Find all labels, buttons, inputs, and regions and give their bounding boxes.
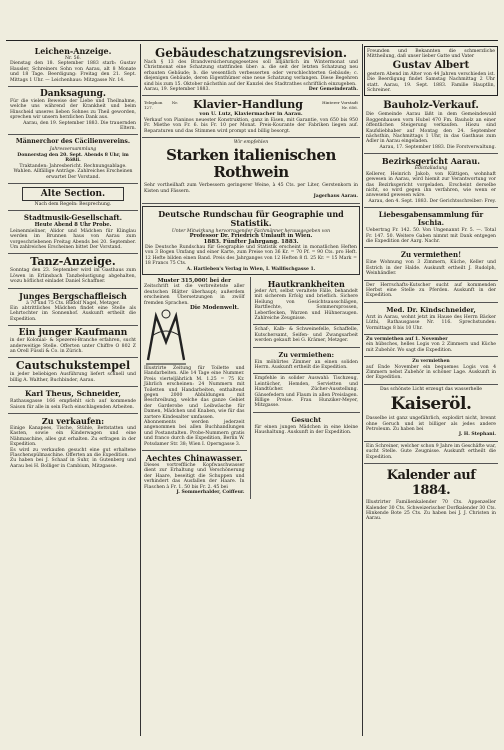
empfehlung <box>253 374 360 412</box>
stadt-more: Leinenmieliner, Alidor und Mädchen für Klinglau werden im Brunnen haus von Aarau zum vorgeschriebenen Freitag Abends bei 20. September. Um zahlreiches Erscheinen bittet Der Vorstand. <box>10 228 136 250</box>
karl-title: Karl Theus, Schneider, <box>24 389 122 399</box>
klav-title: Klavier-Handlung <box>193 98 303 112</box>
kaut-title: Cautschukstempel <box>15 359 131 373</box>
liebesgabensammlung <box>364 208 498 248</box>
deutsche-rundschau <box>142 206 360 275</box>
verm3-text: auf Ende November ein bequemes Logis von 4 Zimmern nebst Zubehör in schöner Lage. Auskunft in der Expedition. <box>366 364 496 381</box>
junge-more: Ein abtrittliches Mädchen findet eine Stelle als Lehrtochter im Sonnenhof. Auskunft ertheilt die Expedition. <box>10 305 136 322</box>
bau-title: Bauholz-Verkauf. <box>383 100 479 112</box>
bau-sign: Aarau, 17. September 1883. Die Forstverwaltung. <box>379 144 496 150</box>
ge-text: Nach § 13 des Brandversicherungsgesetzes soll alljährlich im Wintermonat und Christmonat eine Schatzung stattfinden über: a. die seit der letzten Schatzung neu erbauten Gebäude; b. die wesentlich verbesserten oder verschlechterten Gebäude; c. diejenigen Gebäude, deren Eigenthümer eine neue Schatzung verlangen. Diese Begehren sind bis zum 15. Oktober nächsthin auf der Kanzlei des Stadtrathes schriftlich einzugeben. <box>144 60 358 87</box>
bauholz-verkauf <box>364 98 498 154</box>
bez-sub: Edictalladung <box>414 166 448 172</box>
bergschaffleisch <box>8 289 138 327</box>
klav-nr-right: Hinterer Vorstadt Nr. 656. <box>322 100 358 111</box>
ge-sign2: Der Gemeinderath. <box>308 87 358 93</box>
middle-split <box>142 277 360 499</box>
kais-title: Kaiseröl. <box>390 394 472 415</box>
rot-title: Starken italienischen Rothwein <box>166 146 336 182</box>
med-dr <box>364 303 498 335</box>
china-text: Dieses vortreffliche Kopfwaschwasser dient zur Erhaltung und Verschönerung der Haare, beseitigt die Schuppen und verhindert das Ausfallen der Haare. In Flaschen à Fr. 1. 50 bis Fr. 2. 45 bei <box>144 463 245 490</box>
brand-more: gestern Abend im Alter von 44 Jahren verschieden ist. Die Beerdigung findet Samstag Nachmittag 2 Uhr statt. Aarau, 19. Sept. 1883. Familie Hauptlin, Schreiner. <box>367 71 495 94</box>
schaf-text: Schaf-, Kalb- & Schweinefelle, Schaffelle, Kutschersamt, Seifen- und Zwangsarbeit werden gekauft bei G. Krämer, Metzger. <box>254 327 358 344</box>
leichen-anzeige <box>8 44 138 87</box>
klav-owner: von U. Lutz, Klaviermacher in Aarau. <box>199 111 303 118</box>
junge-title: Junges Bergschaffleisch <box>19 290 127 301</box>
cautschukstempel <box>8 358 138 387</box>
maenner-title: Männerchor des Cäcilienvereins. <box>15 138 131 146</box>
bez-text: Kellerer, Heinrich Jakob, von Küttigen, wohnhaft gewesen in Aarau, wird hiemit zur Verantwortung vor das Bezirksgericht vorgeladen. Erscheint derselbe nicht, so wird gegen ihn verfahren, wie wenn er anwesend gewesen wäre. <box>366 171 496 199</box>
zu-vermiethen-middle <box>253 348 360 375</box>
ge-sign: Aarau, 19. September 1883. <box>144 87 210 93</box>
gesucht-middle <box>253 413 360 439</box>
verm2-text: ein hübsches, helles Logis von 2 Zimmern und Küche mit Zubehör. Wo sagt die Expedition. <box>366 342 496 353</box>
rund-editor: Professor Dr. Friedrich Umlauft in Wien. <box>189 233 313 240</box>
gebaeudeschatzung <box>142 44 360 96</box>
column-divider <box>140 44 141 736</box>
kalender <box>364 464 498 525</box>
maenner-sub: Jahresversammlung <box>49 147 97 153</box>
modewelt-column <box>142 277 247 499</box>
rothwein <box>142 138 360 204</box>
dank-title: Danksagung. <box>39 89 107 100</box>
muster-title: Muster 315,000! bei der <box>157 277 231 284</box>
zuverm-right-text: Eine Wohnung von 3 Zimmern, Küche, Keller und Estrich in der Halde. Auskunft ertheilt J. Rudolph, Weinhändler. <box>366 260 496 277</box>
modewelt-more: Abonnements werden jederzeit angenommen bei allen Buchhandlungen und Postanstalten. Probe-Nummern gratis und franco durch die Expedition, Berlin W. Potsdamer Str. 38; Wien I. Operngasse 3. <box>144 420 245 447</box>
rot-pre: Wir empfehlen <box>233 140 269 146</box>
gesucht-text: für einen jungen Mädchen in eine kleine Haushaltung. Auskunft in der Expedition. <box>254 424 358 436</box>
kauf-text: in der Kolonial- & Spezerei-Branche erfahren, sucht anderweitige Stelle. Offerten unter Chiffre O 802 Z an Orell Füssli & Co. in Zürich. <box>10 338 136 354</box>
modenwelt-logo-icon <box>144 306 188 366</box>
todesanzeige <box>364 46 498 96</box>
gesucht-right <box>364 442 498 464</box>
stadt-title: Stadtmusik-Gesellschaft. <box>23 213 123 223</box>
gesucht-title: Gesucht <box>291 415 322 424</box>
modewelt-title: Die Modenwelt. <box>190 304 239 311</box>
klav-nr-left: Telephon Nr. 127. <box>144 100 178 111</box>
maenner-text: Donnerstag den 20. Sept. Abends 8 Uhr, im Rößli. <box>17 152 129 164</box>
tanz-text: Sonntag den 23. September wird im Gasthaus zum Löwen in Erlinsbach Tanzbelustigung abgehalten, wozu höflichst einladet Daniel Schaffner. <box>10 268 136 285</box>
kais-sign: J. H. Stephani. <box>458 432 496 438</box>
hautk-title: Hautkrankheiten <box>267 278 345 289</box>
rot-sign: Jagerhaus Aarau. <box>313 194 358 200</box>
leichen-number: Nr. 56. <box>65 56 81 61</box>
lieb-title: Liebesgabensammlung für Ischia. <box>378 210 484 228</box>
modewelt-text: Illustrirte Zeitung für Toilette und Handarbeiten. Alle 14 Tage eine Nummer. Preis vierteljährlich M. 1.25 = 75 Kr. Jährlich erscheinen: 24 Nummern mit Toiletten und Handarbeiten, enthaltend gegen 2000 Abbildungen mit Beschreibung, welche das ganze Gebiet der Garderobe und Leibwäsche für Damen, Mädchen und Knaben, wie für das zartere Kindesalter umfassen. <box>144 365 245 420</box>
alte-text: Nach dem Regeln: Besprechung. <box>34 201 112 207</box>
column-right <box>364 44 498 736</box>
kal-text: Illustrirter Familienkalender 70 Cts. Appenzeller Kalender 30 Cts. Schweizerischer Dorfkalender 30 Cts. Hinkende Bote 25 Cts. Zu haben bei J. J. Christen in Aarau. <box>366 500 496 522</box>
stadtmusik <box>8 211 138 254</box>
vermiethen-ende <box>364 357 498 385</box>
kauf-title: Ein junger Kaufmann <box>18 328 128 339</box>
herrschafts-kutscher <box>364 281 498 303</box>
kais-text: Dasselbe ist ganz ungefährlich, explodirt nicht, brennt ohne Geruch und ist billiger als jedes andere Petroleum. Zu haben bei <box>366 416 496 433</box>
verm3-title: Zu vermiethen <box>412 359 450 365</box>
lieb-text: Uebertrag Fr. 142. 50. Von Ungenannt Fr. 5. —. Total Fr. 147. 50. Weitere Gaben nimmt mit Dank entgegen die Expedition der Aarg. Nachr. <box>366 228 496 244</box>
herr-text: Der Herrschafts-Kutscher sucht auf kommenden Herbst eine Stelle zu Pferden. Auskunft in der Expedition. <box>366 282 496 299</box>
kaut-text: in jeder beliebigen Ausführung liefert schnell und billig A. Walther, Buchbinder, Aarau. <box>10 372 136 383</box>
alte-title: Alte Section. <box>22 187 124 201</box>
column-left <box>8 44 138 736</box>
tanz-title: Tanz-Anzeige. <box>30 255 116 269</box>
schaaf-text: Zu haben bei J. Schaaf in Suhr, in Gutenberg und Aarau bei H. Bolliger in Cambium, Mitzgasse. <box>10 458 136 469</box>
gesucht-right-text: Ein Schreiner, welcher schon 9 Jahre im Geschäfte war, sucht Stelle. Gute Zeugnisse. Auskunft ertheilt die Expedition. <box>366 443 496 460</box>
dank-sign: Aarau, den 19. September 1883. Die trauernden Eltern. <box>23 120 136 132</box>
bau-text: Die Gemeinde Aarau läßt in dem Gemeindewald Roggenhausen vorn Hubel 470 Fm. Bauholz an einer öffentlichen Steigerung verkaufen. Hiezu sind Kaufsliebhaber auf Montag den 24. September nächsthin, Nachmittags 1 Uhr, in das Gasthaus zum Adler in Aarau eingeladen. <box>366 112 496 145</box>
zuverm-right-title: Zu vermiethen! <box>400 250 462 260</box>
stadt-text: Heute Abend 8 Uhr Probe. <box>34 222 112 229</box>
karl-text: Rathausgasse 166 empfiehlt sich auf kommende Saison für alle in sein Fach einschlagenden Arbeiten. <box>10 399 136 410</box>
kais-pre: Das schönste Licht erzeugt das wasserhelle <box>380 386 482 392</box>
klavier-handlung <box>142 96 360 138</box>
zuverm-title: Zu vermiethen: <box>278 350 335 359</box>
verk-text: Einige Kanapees, Tische, Stühle, Bettstatten und Kasten, sowie ein Kinderwagen und eine Nähmaschine, alles gut erhalten. Zu erfragen in der Expedition. <box>10 426 136 448</box>
ge-title: Gebäudeschatzungsrevision. <box>154 46 348 60</box>
muster-text: Zeitschrift ist die verbreitetste aller deutschen Blätter überhaupt; außerdem erscheinen Übersetzungen in zwölf fremden Sprachen. <box>144 284 245 306</box>
zu-vermiethen-right <box>364 248 498 280</box>
schaffelle <box>253 325 360 347</box>
verk-more: Es wird zu verkaufen gesucht eine gut erhaltene Flaschenspülmaschine. Offerten an die Expedition. <box>10 447 136 459</box>
empf-text: Empfehle in solider Auswahl: Tischzeug, Leintücher, Hemden, Servietten und Handtücher. Zücher-Ausstellung. Gänsefedern und Flaum in allen Preislagen. Billige Preise. Frau Hunziker-Meyer, Mitzgasse. <box>254 376 358 409</box>
hautkrankheiten <box>253 277 360 325</box>
rot-text: Sehr vortheilhaft zum Verbessern geringerer Weine, à 45 Cts. per Liter, Gerstenkorn in Kisten und Fässern. <box>144 183 358 194</box>
bez-title: Bezirksgericht Aarau. <box>381 156 481 167</box>
danksagung <box>8 87 138 135</box>
modenwelt-ad <box>142 277 247 451</box>
zu-verkaufen <box>8 414 138 472</box>
leichen-text: Dienstag den 18. September 1883 starb: Gustav Hausler, Schreiners Sohn von Aarau, alt 8 Monate und 18 Tage. Beerdigung: Freitag den 21. Sept. Mittags 1 Uhr. — Leichenhaus: Mitzgasse Nr. 14. <box>10 61 136 83</box>
rund-publisher: A. Hartleben's Verlag in Wien, I. Wallfischgasse 1. <box>186 266 316 272</box>
karl-theus <box>8 387 138 414</box>
med-title: Med. Dr. Kindschneider, <box>386 305 476 314</box>
verm2-title: Zu vermiethen auf 1. November <box>366 337 448 342</box>
hautk-text: jeder Art, selbst veraltete Fälle, behandelt mit sicherem Erfolg und brieflich. Sichere Heilung von Gesichtsausschlägen, Bartflechte, Sommersprossen, Leberflecken, Warzen und Hühneraugen. Zahlreiche Zeugnisse. <box>254 288 358 321</box>
rund-text: Die Deutsche Rundschau für Geographie und Statistik erscheint in monatlichen Heften von 3 Bogen Umfang und einer Karte, zum Preise von 36 Kr. = 70 Pf. = 90 Cts. pro Heft. 12 Hefte bilden einen Band. Preis des Jahrganges von 12 Heften 8 fl. 25 Kr. = 15 Mark = 18 Francs 75 Cts. <box>145 244 357 267</box>
kaufmann <box>8 326 138 358</box>
brand-text: Freunden und Bekannten die schmerzliche Mittheilung, daß unser lieber Gatte und Vater <box>367 49 495 60</box>
med-text: Arzt in Aarau, wohnt jetzt im Hause des Herrn Bäcker Lüthi, Rathausgasse Nr. 116. Sprechstunden: Vormittags 8 bis 10 Uhr. <box>366 314 496 331</box>
kaiseroel <box>364 385 498 442</box>
rund-year: 1883. Fünfter Jahrgang. 1883. <box>203 238 299 245</box>
china-title: Aechtes Chinawasser. <box>145 453 243 464</box>
brand-name: Gustav Albert <box>392 59 470 71</box>
leichen-title: Leichen-Anzeige. <box>34 46 112 56</box>
klav-text: Verkauf von Pianinos neuester Konstruktion, ganz in Eisen, mit Garantie, von 650 bis 950 Fr. Miethe von Fr. 6. bis Fr. 10 per Monat. Preis-Kourante der Fabriken liegen auf. Reparaturen und das Stimmen wird prompt und billig besorgt. <box>144 117 358 134</box>
rund-title: Deutsche Rundschau für Geographie und Statistik. <box>158 208 344 228</box>
rund-sub: Unter Mitwirkung hervorragender Fachmänner herausgegeben von <box>171 228 331 234</box>
verk-title: Zu verkaufen: <box>41 416 105 427</box>
column-middle <box>142 44 360 736</box>
vermiethen-november <box>364 335 498 357</box>
dank-text: Für die vielen Beweise der Liebe und Theilnahme, welche uns während der Krankheit und beim Hinscheid unseres lieben Sohnes zu Theil geworden, sprechen wir unsern herzlichen Dank aus. <box>10 99 136 121</box>
kal-title: Kalender auf 1884. <box>386 468 476 499</box>
chinawasser <box>142 451 247 498</box>
traktanden: Traktanden: Jahresbericht. Rechnungsablage. Wahlen. Allfällige Anträge. Zahlreiches Erscheinen erwartet Der Vorstand. <box>13 163 133 180</box>
china-sign: J. Sommerhalder, Coiffeur. <box>176 490 245 496</box>
junge-text: à 70 und 75 Cts. Rudolf Nagel, Metzger. <box>26 300 120 306</box>
tanz-anzeige <box>8 254 138 288</box>
maennerchor <box>8 135 138 183</box>
hautkrankheiten-column <box>250 277 360 499</box>
bez-sign: Aarau, den 4. Sept. 1883. Der Gerichtsschreiber: Frey. <box>368 198 496 204</box>
alte-section <box>8 184 138 211</box>
bezirksgericht <box>364 154 498 208</box>
top-rule <box>6 40 498 41</box>
zuverm-text: Ein möblirtes Zimmer an einen soliden Herrn. Auskunft ertheilt die Expedition. <box>254 359 358 370</box>
column-divider <box>362 44 363 736</box>
